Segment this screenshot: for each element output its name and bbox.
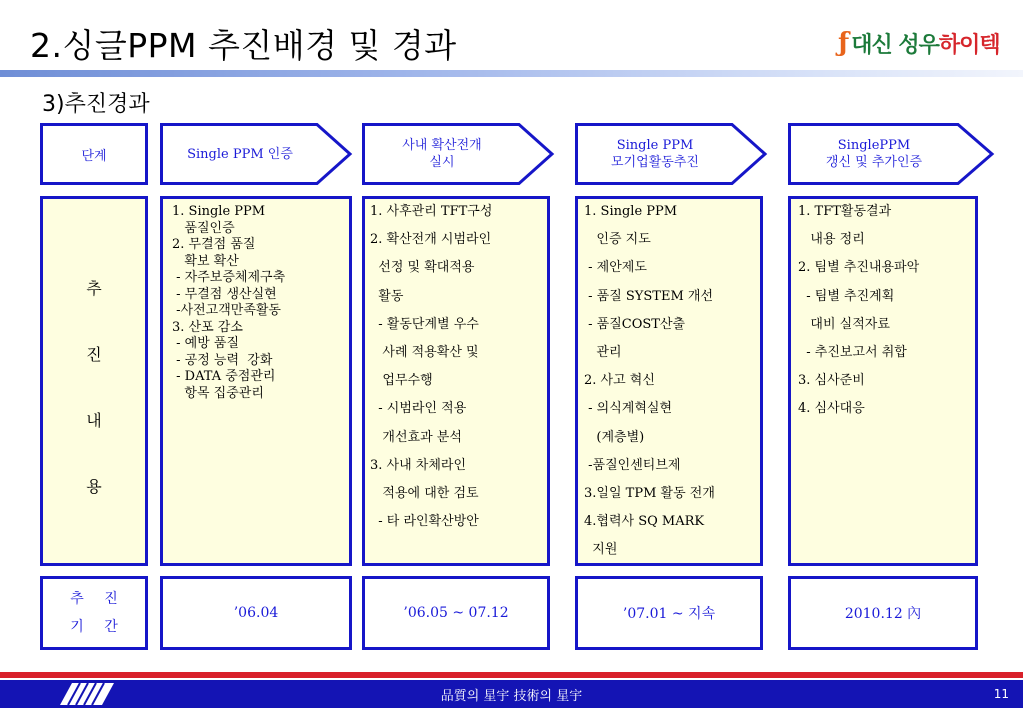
stage-content-4 xyxy=(798,198,919,424)
stage-content-1 xyxy=(172,204,285,402)
content-line: 1. Single PPM xyxy=(172,204,266,219)
logo-text: 대신 성우하이텍 xyxy=(851,32,1000,58)
content-line: 2. 확산전개 시범라인 xyxy=(370,232,492,248)
content-line: - 예방 품질 xyxy=(172,336,240,351)
content-line: - 의식계혁실현 xyxy=(584,401,673,417)
stage-row-label: 단계 xyxy=(40,123,148,185)
content-line: 3. 심사준비 xyxy=(798,373,865,389)
stage-content-3 xyxy=(584,198,715,565)
content-line: (계층별) xyxy=(584,429,645,445)
content-line: - 무결점 생산실현 xyxy=(172,286,277,302)
content-line: - 공정 능력 강화 xyxy=(172,352,273,368)
content-line: 대비 실적자료 xyxy=(798,316,890,332)
content-line: - 추진보고서 취합 xyxy=(798,345,907,361)
stage-content-2 xyxy=(370,198,492,536)
content-line: 업무수행 xyxy=(370,373,433,389)
stage-label-2: 사내 확산전개 실시 xyxy=(402,138,482,170)
section-subtitle: 3)추진경과 xyxy=(42,92,150,117)
content-line: 선정 및 확대적용 xyxy=(370,260,475,276)
footer-red-line xyxy=(0,672,1023,678)
content-line: 1. Single PPM xyxy=(584,204,678,219)
content-line: 1. 사후관리 TFT구성 xyxy=(370,204,493,219)
logo-mark-icon: ƒ xyxy=(838,28,850,58)
content-line: - DATA 중점관리 xyxy=(172,369,276,384)
content-line: 4. 심사대응 xyxy=(798,401,865,417)
content-row-label-char: 진 xyxy=(86,345,102,364)
period-row-label: 추 진 기 간 xyxy=(40,576,148,650)
stage-period-2: ’06.05 ~ 07.12 xyxy=(362,576,550,650)
stage-label-3: Single PPM 모기업활동추진 xyxy=(611,138,699,170)
content-line: 2. 사고 혁신 xyxy=(584,373,655,389)
page-number: 11 xyxy=(993,687,1009,701)
content-line: - 팀별 추진계획 xyxy=(798,288,895,304)
stage-label-4: SinglePPM 갱신 및 추가인증 xyxy=(825,138,923,170)
content-line: - 시범라인 적용 xyxy=(370,401,467,417)
footer-slogan: 品質의 星宇 技術의 星宇 xyxy=(440,688,583,704)
content-line: - 품질COST산출 xyxy=(584,316,686,332)
content-line: 지원 xyxy=(584,542,618,558)
content-line: 인증 지도 xyxy=(584,232,651,248)
content-line: 2. 무결점 품질 xyxy=(172,237,256,252)
content-line: - 타 라인확산방안 xyxy=(370,514,479,530)
content-row-label-char: 내 xyxy=(86,411,102,430)
content-line: 1. TFT활동결과 xyxy=(798,204,892,219)
stage-label-1: Single PPM 인증 xyxy=(187,146,293,162)
content-line: 품질인증 xyxy=(172,220,235,236)
stage-period-3: ’07.01 ~ 지속 xyxy=(575,576,763,650)
content-line: 활동 xyxy=(370,288,404,304)
content-line: - 품질 SYSTEM 개선 xyxy=(584,288,714,304)
content-line: 관리 xyxy=(584,345,622,361)
stage-period-4: 2010.12 內 xyxy=(788,576,978,650)
content-line: -사전고객만족활동 xyxy=(172,303,281,318)
page-title: 2.싱글PPM 추진배경 및 경과 xyxy=(30,26,457,65)
content-row-label-char: 용 xyxy=(86,477,102,496)
content-line: 사례 적용확산 및 xyxy=(370,345,479,361)
stage-period-1: ’06.04 xyxy=(160,576,352,650)
content-line: 2. 팀별 추진내용파악 xyxy=(798,260,920,276)
content-line: - 활동단계별 우수 xyxy=(370,316,479,332)
content-line: 3. 산포 감소 xyxy=(172,319,243,335)
content-line: -품질인센티브제 xyxy=(584,457,681,473)
content-row-label xyxy=(40,196,148,566)
content-line: 적용에 대한 검토 xyxy=(370,486,479,502)
content-line: 4.협력사 SQ MARK xyxy=(584,514,705,530)
content-line: 개선효과 분석 xyxy=(370,429,462,445)
content-line: - 제안제도 xyxy=(584,260,647,276)
content-line: 3.일일 TPM 활동 전개 xyxy=(584,486,715,502)
content-line: 확보 확산 xyxy=(172,253,239,269)
content-line: - 자주보증체제구축 xyxy=(172,270,286,285)
content-line: 내용 정리 xyxy=(798,232,865,248)
title-underline-bar xyxy=(0,70,1023,77)
company-logo xyxy=(838,20,1008,66)
content-row-label-char: 추 xyxy=(86,279,102,298)
content-line: 3. 사내 차체라인 xyxy=(370,457,467,473)
content-line: 항목 집중관리 xyxy=(172,385,264,401)
